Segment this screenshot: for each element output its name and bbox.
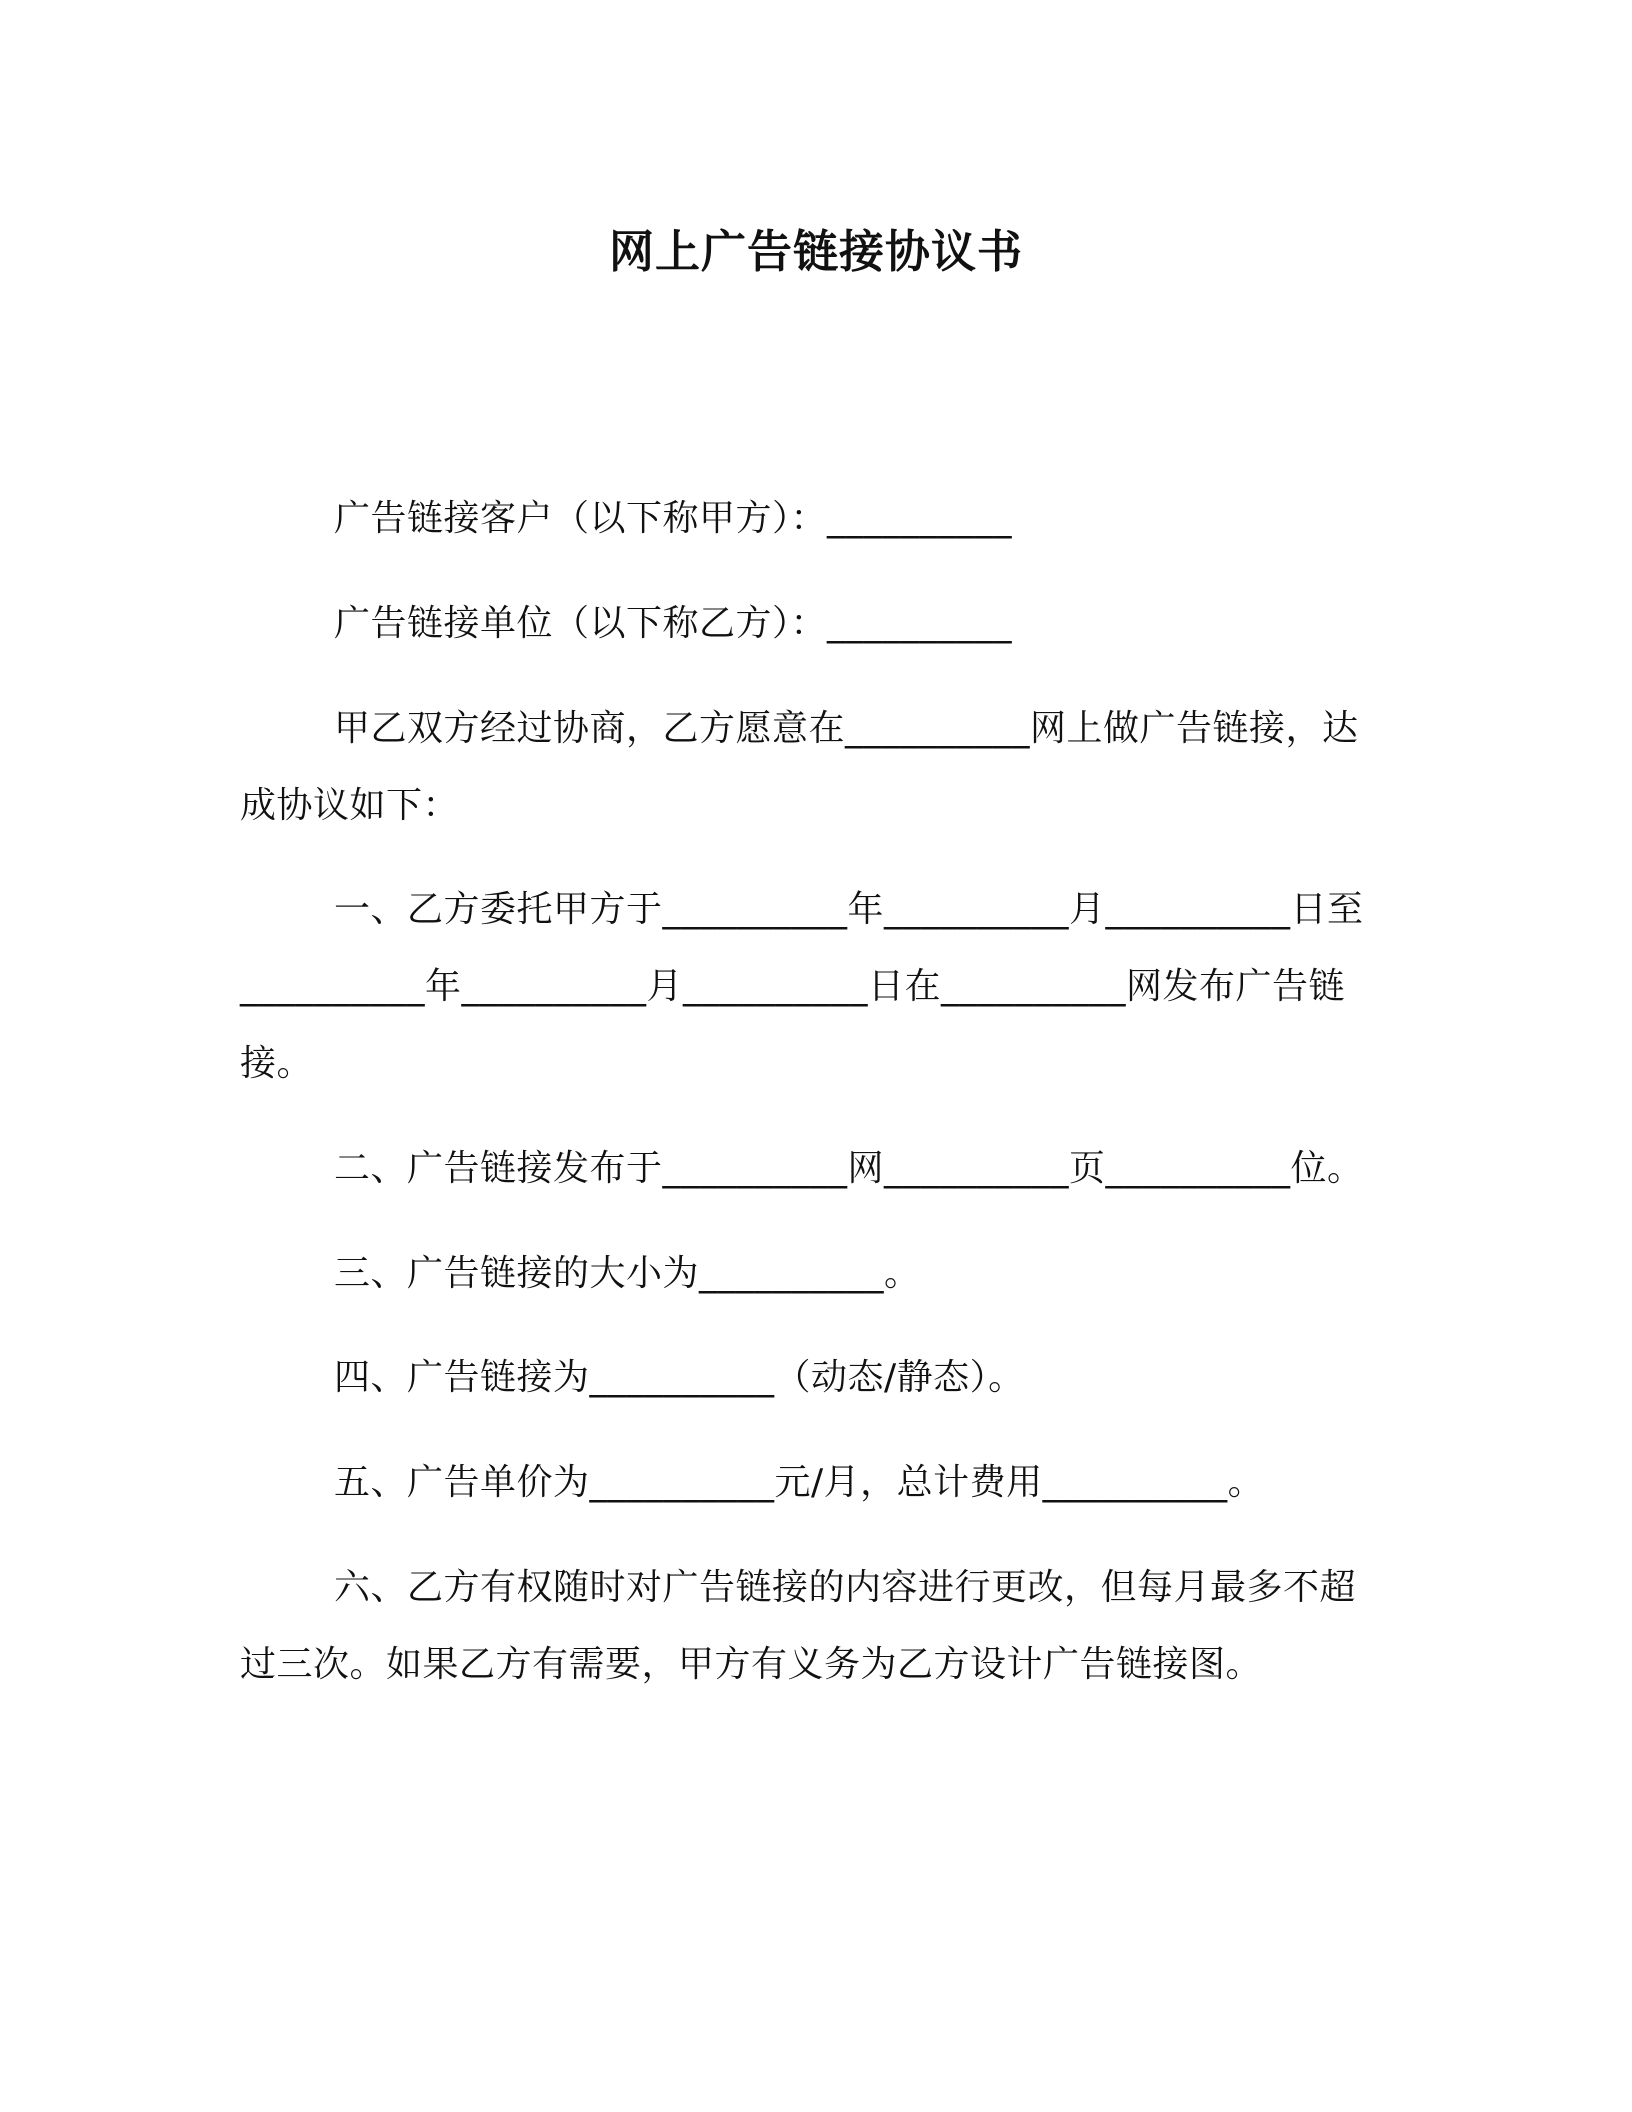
clause-5: 五、广告单价为__________元/月，总计费用__________。	[334, 1462, 1265, 1503]
clause-1: 一、乙方委托甲方于__________年__________月__________日至	[334, 889, 1364, 930]
agreement-intro-cont: 成协议如下：	[240, 785, 460, 826]
clause-1-cont: __________年__________月__________日在__________网发布广告链	[240, 966, 1346, 1007]
clause-4: 四、广告链接为__________（动态/静态）。	[334, 1357, 1025, 1398]
party-a-line: 广告链接客户（以下称甲方）：__________	[334, 498, 1013, 539]
agreement-intro: 甲乙双方经过协商，乙方愿意在__________网上做广告链接，达	[334, 708, 1359, 749]
party-b-line: 广告链接单位（以下称乙方）：__________	[334, 603, 1013, 644]
clause-6-cont: 过三次。如果乙方有需要，甲方有义务为乙方设计广告链接图。	[240, 1644, 1263, 1685]
clause-3: 三、广告链接的大小为__________。	[334, 1253, 921, 1294]
document-title: 网上广告链接协议书	[608, 225, 1023, 278]
clause-6: 六、乙方有权随时对广告链接的内容进行更改，但每月最多不超	[334, 1567, 1357, 1608]
clause-2: 二、广告链接发布于__________网__________页__________位。	[334, 1148, 1364, 1189]
clause-1-end: 接。	[240, 1043, 314, 1084]
